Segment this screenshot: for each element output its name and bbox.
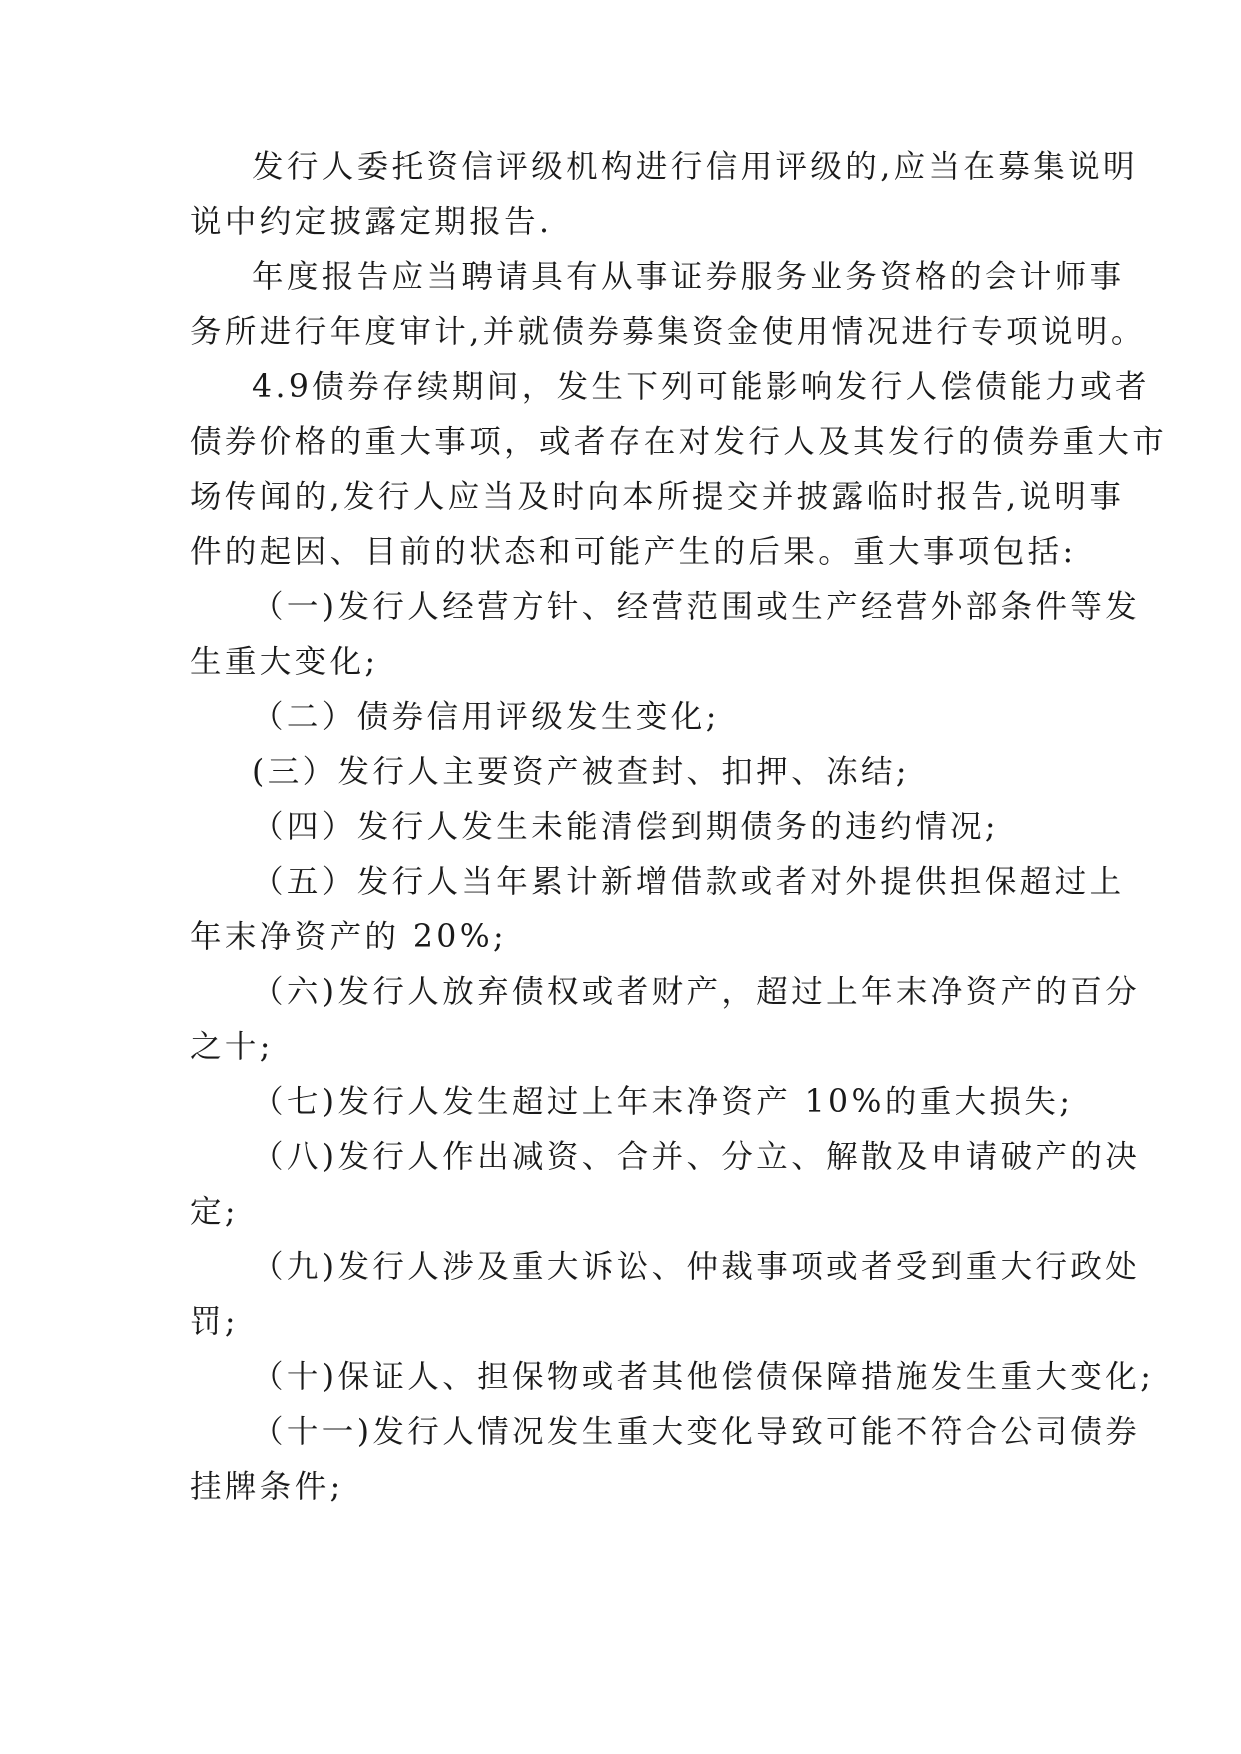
paragraph-line: 说中约定披露定期报告. xyxy=(190,204,553,240)
list-item-line: （二）债券信用评级发生变化; xyxy=(252,699,720,735)
list-item-line: 之十; xyxy=(190,1029,274,1065)
list-item-line: （十)保证人、担保物或者其他偿债保障措施发生重大变化; xyxy=(252,1359,1155,1395)
list-item-line: （九)发行人涉及重大诉讼、仲裁事项或者受到重大行政处 xyxy=(252,1249,1141,1285)
paragraph-line: 件的起因、目前的状态和可能产生的后果。重大事项包括: xyxy=(190,534,1077,570)
list-item-line: （六)发行人放弃债权或者财产，超过上年末净资产的百分 xyxy=(252,974,1141,1010)
list-item-line: （四）发行人发生未能清偿到期债务的违约情况; xyxy=(252,809,999,845)
paragraph-line: 场传闻的,发行人应当及时向本所提交并披露临时报告,说明事 xyxy=(190,479,1125,515)
list-item-line: 年末净资产的 20%; xyxy=(190,919,508,955)
list-item-line: （八)发行人作出减资、合并、分立、解散及申请破产的决 xyxy=(252,1139,1141,1175)
list-item-line: 挂牌条件; xyxy=(190,1469,344,1505)
list-item-line: (三）发行人主要资产被查封、扣押、冻结; xyxy=(252,754,910,790)
list-item-line: （七)发行人发生超过上年末净资产 10%的重大损失; xyxy=(252,1084,1074,1120)
paragraph-line: 年度报告应当聘请具有从事证券服务业务资格的会计师事 xyxy=(252,259,1125,295)
list-item-line: 罚; xyxy=(190,1304,239,1340)
list-item-line: 定; xyxy=(190,1194,239,1230)
paragraph-line: 债券价格的重大事项，或者存在对发行人及其发行的债券重大市 xyxy=(190,424,1168,460)
paragraph-line: 4.9债券存续期间，发生下列可能影响发行人偿债能力或者 xyxy=(252,369,1150,405)
list-item-line: （一)发行人经营方针、经营范围或生产经营外部条件等发 xyxy=(252,589,1141,625)
paragraph-line: 务所进行年度审计,并就债券募集资金使用情况进行专项说明。 xyxy=(190,314,1146,350)
list-item-line: （五）发行人当年累计新增借款或者对外提供担保超过上 xyxy=(252,864,1125,900)
list-item-line: （十一)发行人情况发生重大变化导致可能不符合公司债券 xyxy=(252,1414,1141,1450)
paragraph-line: 发行人委托资信评级机构进行信用评级的,应当在募集说明 xyxy=(252,149,1138,185)
list-item-line: 生重大变化; xyxy=(190,644,379,680)
